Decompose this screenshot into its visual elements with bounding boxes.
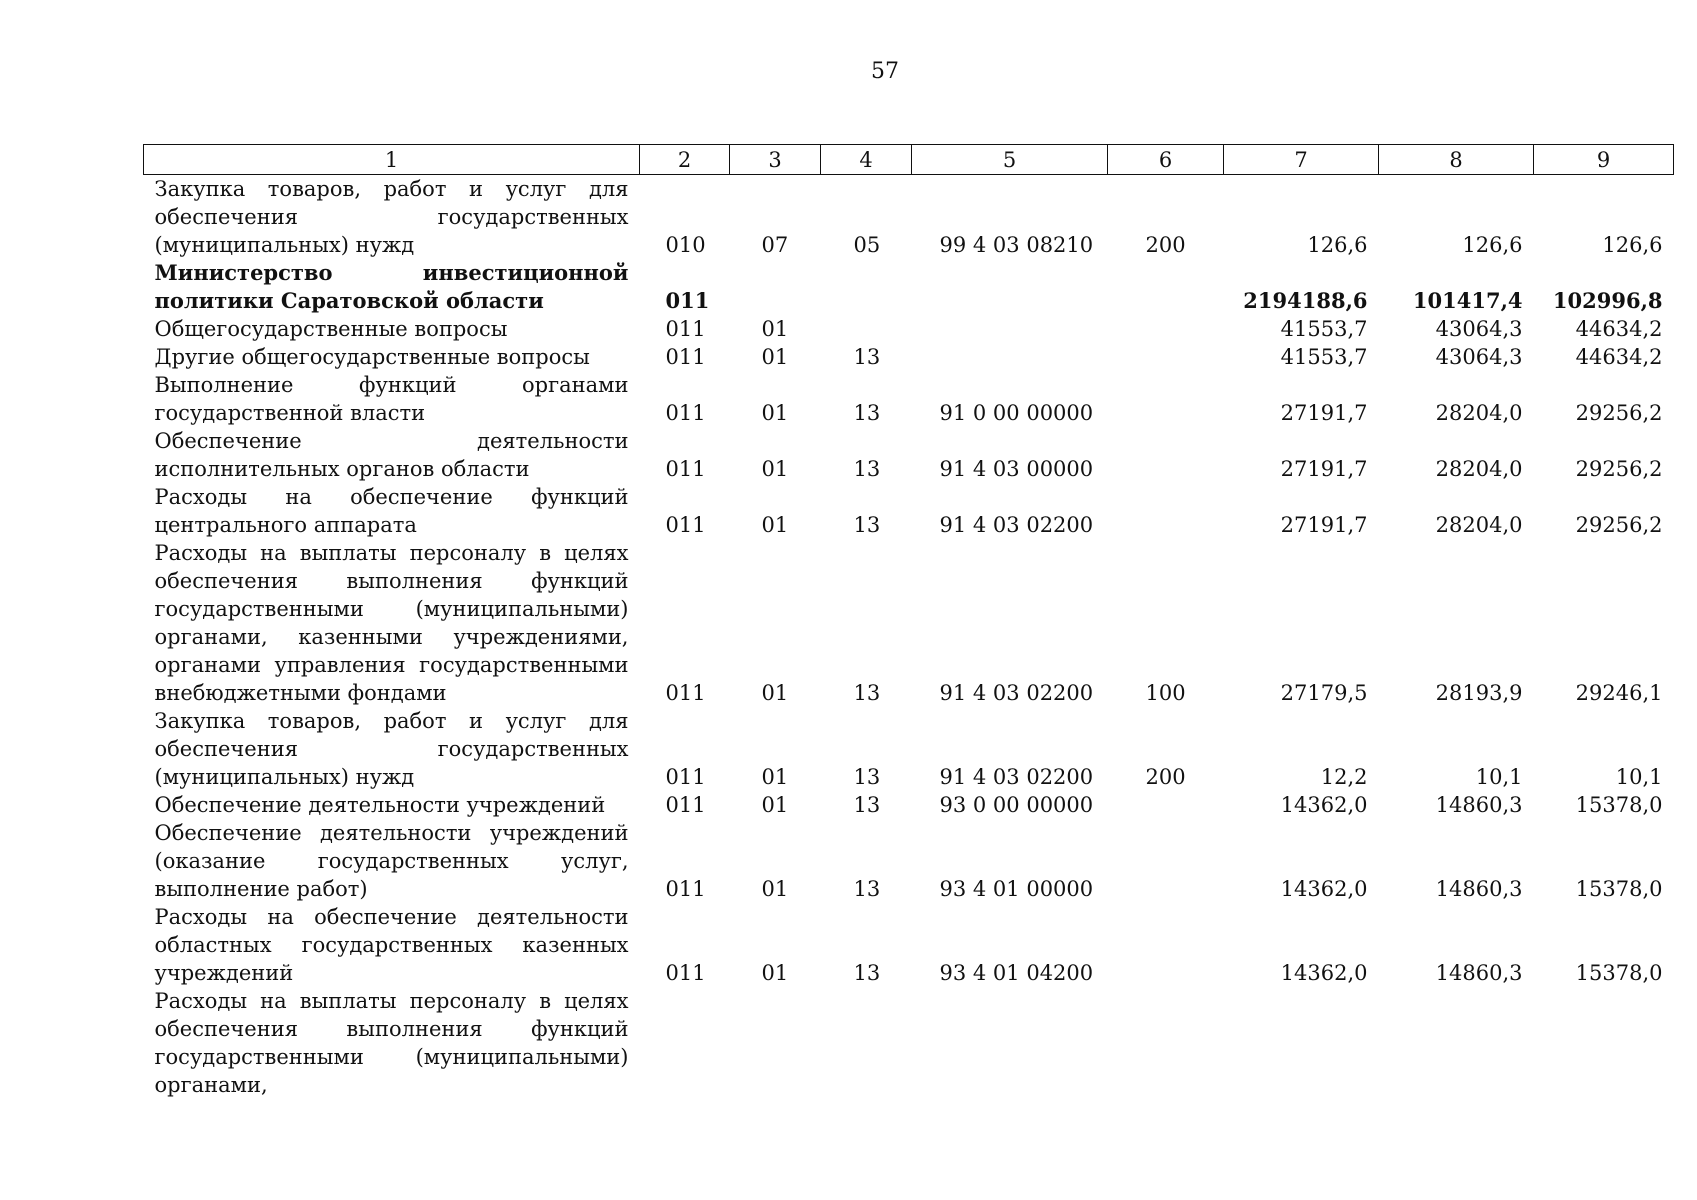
admin-code-cell: 011 [665,961,706,985]
expense-type-cell [1108,427,1224,483]
table-row [144,819,1674,903]
column-number-header-row [144,145,1674,175]
section-code-cell: 01 [761,345,789,369]
row-name-cell: Обеспечение деятельности исполнительных органов области [154,429,629,481]
table-row [144,483,1674,539]
row-name-cell: Выполнение функций органами государственной власти [154,373,629,425]
target-article-cell: 99 4 03 08210 [939,233,1094,257]
amount-year2-cell: 14860,3 [1435,877,1523,901]
admin-code-cell: 011 [665,288,710,313]
amount-year2-cell: 126,6 [1462,233,1523,257]
expense-type-cell: 200 [1145,765,1186,789]
admin-code-cell: 011 [665,765,706,789]
table-row [144,259,1674,315]
budget-table [143,144,1674,1099]
expense-type-cell [1108,483,1224,539]
expense-type-cell [1108,819,1224,903]
table-row [144,791,1674,819]
amount-year1-cell: 27179,5 [1280,681,1368,705]
subsection-code-cell [821,259,912,315]
amount-year3-cell: 44634,2 [1575,345,1663,369]
amount-year1-cell: 126,6 [1307,233,1368,257]
subsection-code-cell: 13 [853,457,881,481]
amount-year3-cell: 29246,1 [1575,681,1663,705]
section-code-cell: 01 [761,961,789,985]
subsection-code-cell: 13 [853,765,881,789]
amount-year1-cell: 14362,0 [1280,877,1368,901]
amount-year1-cell: 12,2 [1320,765,1368,789]
section-code-cell [730,259,821,315]
row-name-cell: Расходы на обеспечение деятельности областных государственных казенных учреждений [154,905,629,985]
amount-year1-cell: 14362,0 [1280,793,1368,817]
admin-code-cell: 011 [665,793,706,817]
table-row [144,371,1674,427]
amount-year2-cell: 10,1 [1475,765,1523,789]
amount-year2-cell: 28204,0 [1435,513,1523,537]
header-col-5: 5 [912,145,1108,175]
budget-table-body [144,175,1674,1100]
amount-year2-cell: 28204,0 [1435,401,1523,425]
page-number: 57 [871,59,899,84]
amount-year3-cell: 10,1 [1615,765,1663,789]
admin-code-cell: 010 [665,233,706,257]
amount-year1-cell: 2194188,6 [1243,288,1368,313]
admin-code-cell: 011 [665,457,706,481]
amount-year3-cell: 29256,2 [1575,457,1663,481]
target-article-cell: 91 0 00 00000 [939,401,1094,425]
admin-code-cell: 011 [665,513,706,537]
amount-year1-cell: 27191,7 [1280,401,1368,425]
target-article-cell: 91 4 03 00000 [939,457,1094,481]
section-code-cell: 01 [761,317,789,341]
expense-type-cell [1108,903,1224,987]
section-code-cell [730,987,821,1099]
row-name-cell: Расходы на обеспечение функций центрального аппарата [154,485,629,537]
amount-year2-cell: 43064,3 [1435,317,1523,341]
amount-year2-cell: 28204,0 [1435,457,1523,481]
section-code-cell: 01 [761,401,789,425]
amount-year3-cell: 44634,2 [1575,317,1663,341]
section-code-cell: 07 [761,233,789,257]
target-article-cell [912,259,1108,315]
admin-code-cell: 011 [665,345,706,369]
amount-year1-cell: 41553,7 [1280,345,1368,369]
row-name-cell: Расходы на выплаты персоналу в целях обеспечения выполнения функций государственными (муниципальными) органами, [154,989,629,1097]
subsection-code-cell: 13 [853,961,881,985]
amount-year2-cell: 14860,3 [1435,793,1523,817]
amount-year1-cell: 14362,0 [1280,961,1368,985]
amount-year3-cell [1534,987,1674,1099]
row-name-cell: Закупка товаров, работ и услуг для обеспечения государственных (муниципальных) нужд [154,709,629,789]
row-name-cell: Обеспечение деятельности учреждений [154,793,606,817]
target-article-cell [912,987,1108,1099]
admin-code-cell: 011 [665,317,706,341]
amount-year2-cell: 28193,9 [1435,681,1523,705]
expense-type-cell [1108,259,1224,315]
target-article-cell: 91 4 03 02200 [939,681,1094,705]
table-row [144,707,1674,791]
expense-type-cell [1108,371,1224,427]
amount-year2-cell: 101417,4 [1412,288,1523,313]
admin-code-cell: 011 [665,877,706,901]
subsection-code-cell: 13 [853,345,881,369]
subsection-code-cell: 13 [853,793,881,817]
header-col-9: 9 [1534,145,1674,175]
amount-year1-cell: 27191,7 [1280,457,1368,481]
row-name-cell: Другие общегосударственные вопросы [154,345,590,369]
subsection-code-cell: 13 [853,877,881,901]
amount-year3-cell: 102996,8 [1552,288,1663,313]
expense-type-cell: 100 [1145,681,1186,705]
row-name-cell: Общегосударственные вопросы [154,317,508,341]
target-article-cell [912,343,1108,371]
header-col-4: 4 [821,145,912,175]
subsection-code-cell [821,987,912,1099]
target-article-cell: 93 4 01 04200 [939,961,1094,985]
table-row [144,315,1674,343]
row-name-cell: Расходы на выплаты персоналу в целях обеспечения выполнения функций государственными (муниципальными) органами, казенными учреждениями, органами управления государственными внебюджетными фондами [154,541,629,705]
expense-type-cell [1108,791,1224,819]
subsection-code-cell: 13 [853,401,881,425]
amount-year2-cell: 14860,3 [1435,961,1523,985]
section-code-cell: 01 [761,793,789,817]
subsection-code-cell: 13 [853,681,881,705]
table-row [144,903,1674,987]
subsection-code-cell: 05 [853,233,881,257]
admin-code-cell: 011 [665,401,706,425]
row-name-cell: Закупка товаров, работ и услуг для обеспечения государственных (муниципальных) нужд [154,177,629,257]
amount-year2-cell [1379,987,1534,1099]
subsection-code-cell: 13 [853,513,881,537]
target-article-cell [912,315,1108,343]
subsection-code-cell [821,315,912,343]
table-row [144,427,1674,483]
header-col-3: 3 [730,145,821,175]
expense-type-cell [1108,987,1224,1099]
section-code-cell: 01 [761,457,789,481]
section-code-cell: 01 [761,877,789,901]
amount-year3-cell: 29256,2 [1575,401,1663,425]
target-article-cell: 91 4 03 02200 [939,513,1094,537]
table-row [144,987,1674,1099]
amount-year1-cell [1224,987,1379,1099]
header-col-7: 7 [1224,145,1379,175]
expense-type-cell [1108,343,1224,371]
table-row [144,175,1674,260]
expense-type-cell [1108,315,1224,343]
header-col-8: 8 [1379,145,1534,175]
amount-year3-cell: 15378,0 [1575,877,1663,901]
table-row [144,539,1674,707]
header-col-2: 2 [640,145,730,175]
table-row [144,343,1674,371]
amount-year3-cell: 126,6 [1602,233,1663,257]
row-name-cell: Обеспечение деятельности учреждений (оказание государственных услуг, выполнение работ) [154,821,629,901]
target-article-cell: 91 4 03 02200 [939,765,1094,789]
admin-code-cell: 011 [665,681,706,705]
amount-year2-cell: 43064,3 [1435,345,1523,369]
section-code-cell: 01 [761,513,789,537]
admin-code-cell [640,987,730,1099]
header-col-6: 6 [1108,145,1224,175]
section-code-cell: 01 [761,765,789,789]
target-article-cell: 93 0 00 00000 [939,793,1094,817]
amount-year3-cell: 15378,0 [1575,961,1663,985]
header-col-1: 1 [144,145,640,175]
amount-year1-cell: 27191,7 [1280,513,1368,537]
section-code-cell: 01 [761,681,789,705]
amount-year3-cell: 29256,2 [1575,513,1663,537]
target-article-cell: 93 4 01 00000 [939,877,1094,901]
amount-year1-cell: 41553,7 [1280,317,1368,341]
row-name-cell: Министерство инвестиционной политики Саратовской области [154,260,629,313]
expense-type-cell: 200 [1145,233,1186,257]
amount-year3-cell: 15378,0 [1575,793,1663,817]
